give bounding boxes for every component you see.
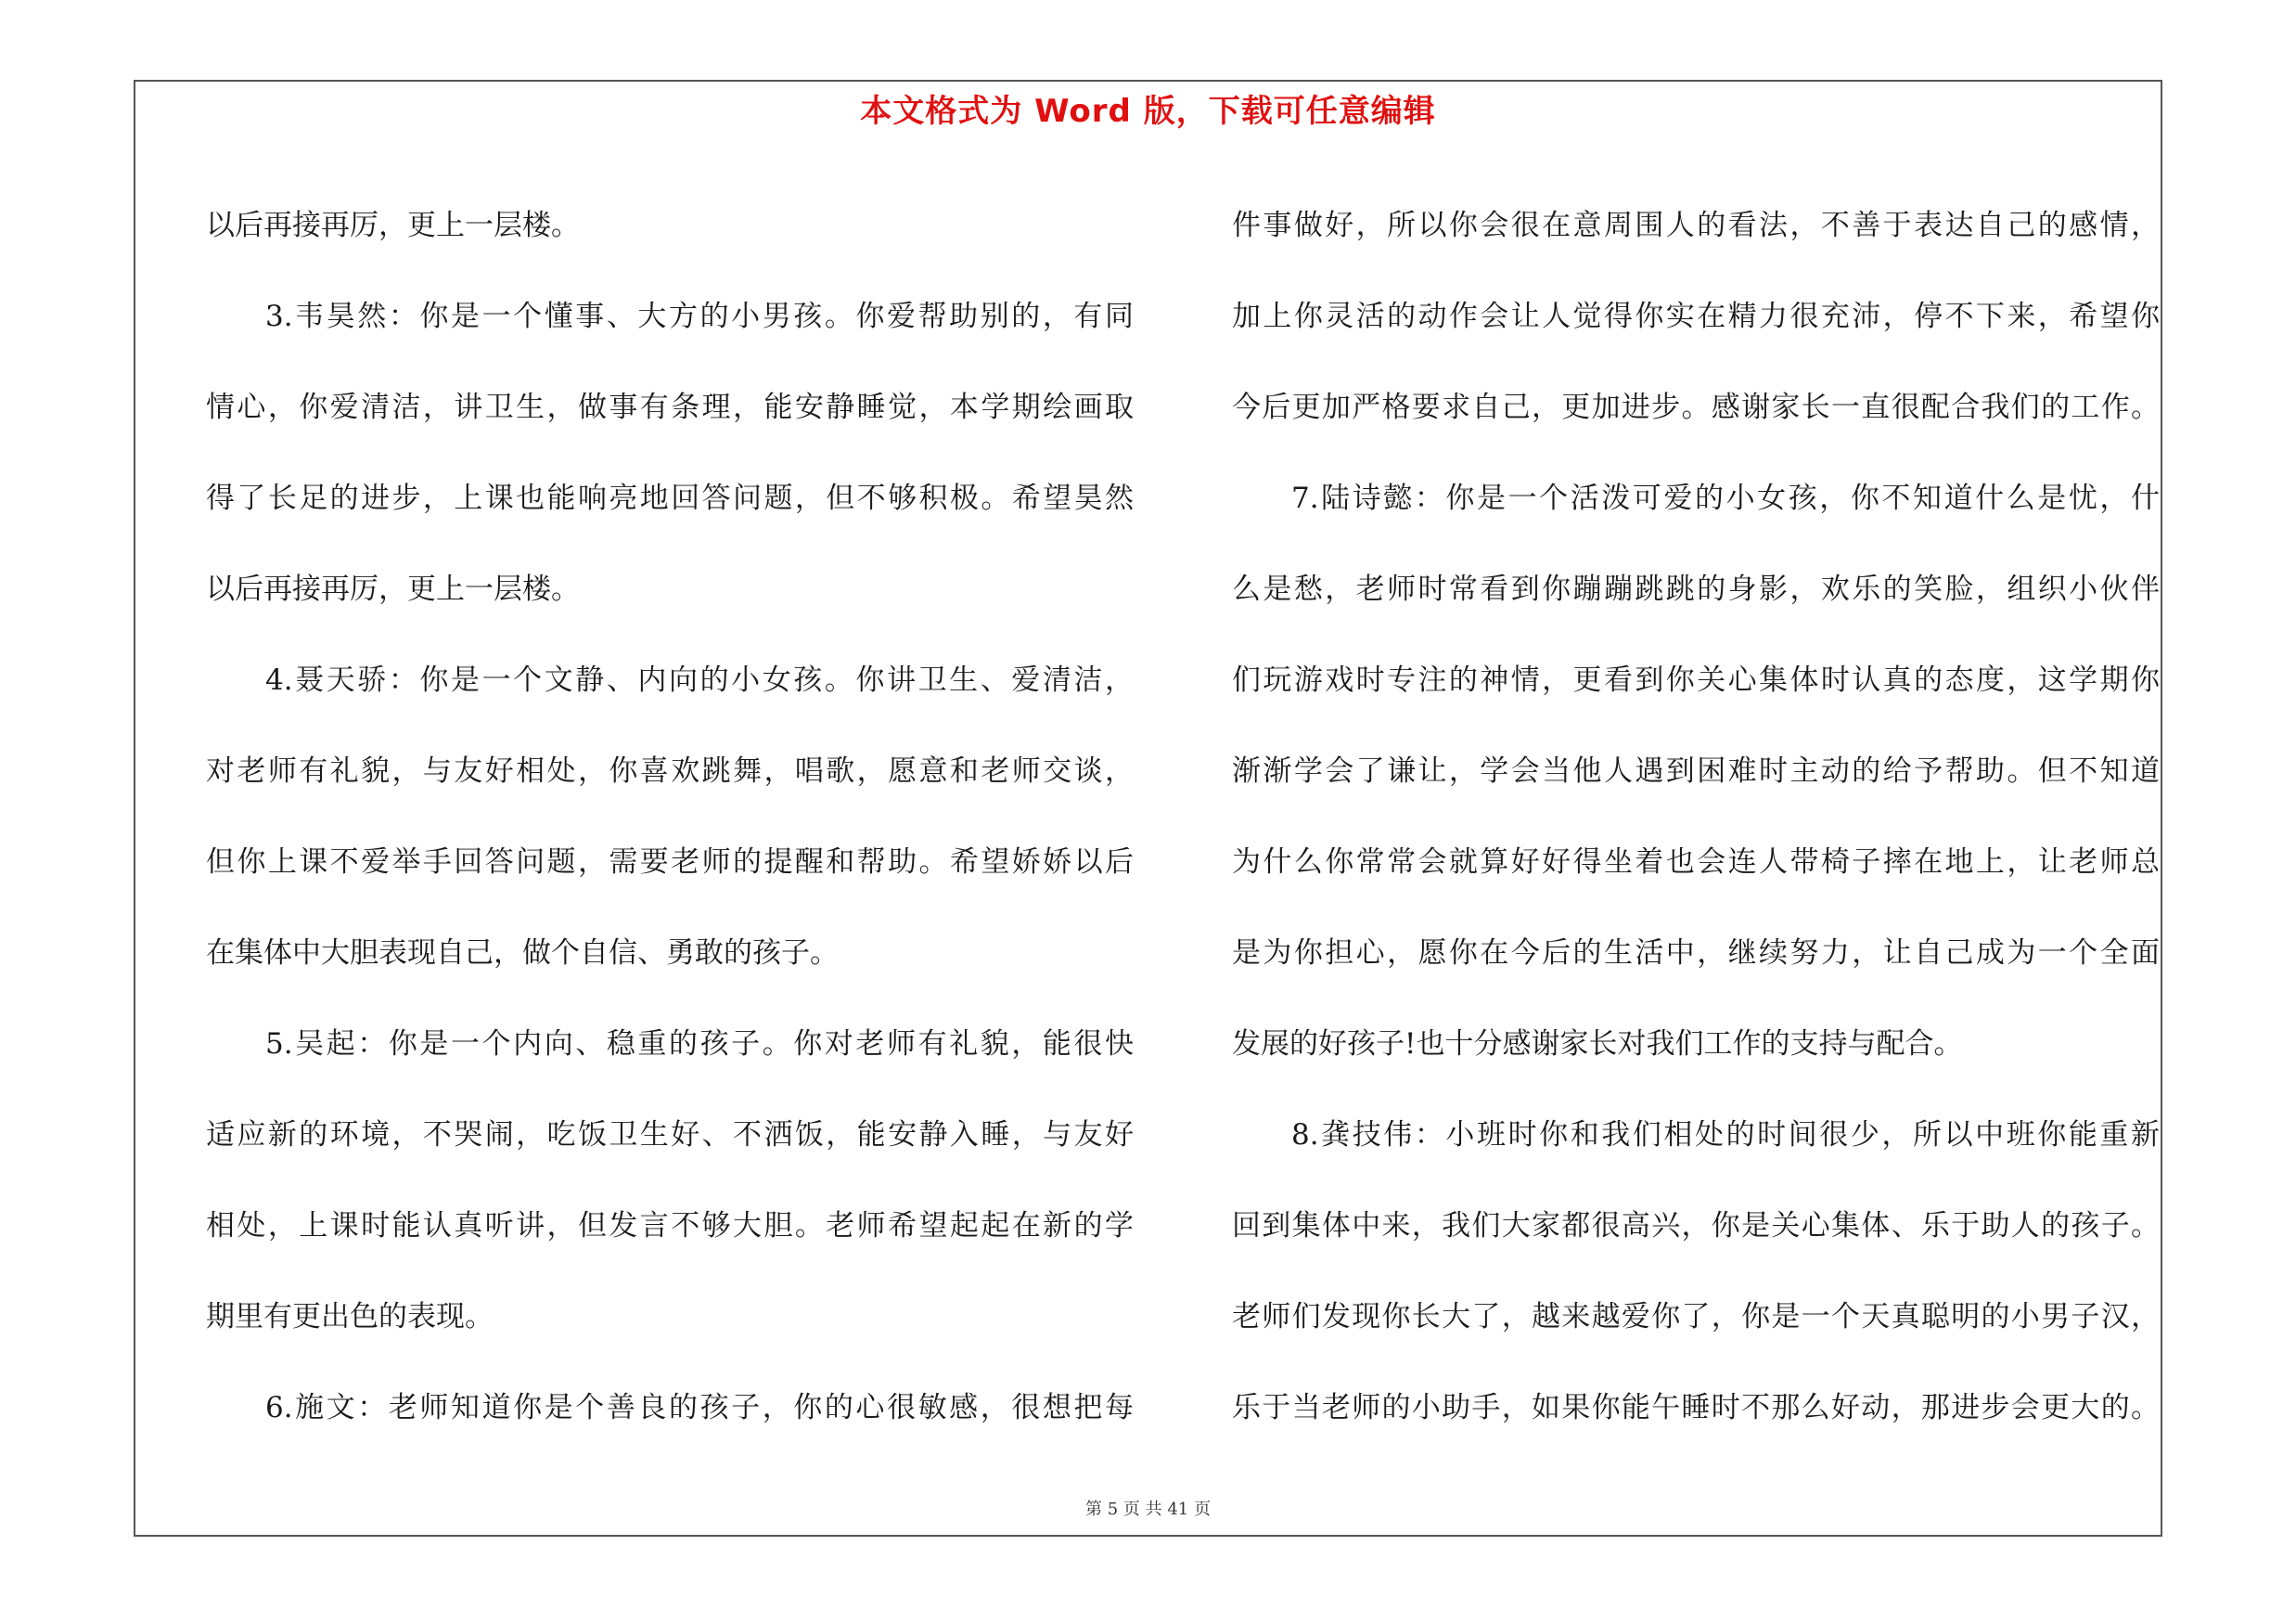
text-line: 是为你担心，愿你在今后的生活中，继续努力，让自己成为一个全面 [1232, 936, 2160, 970]
text-line: 期里有更出色的表现。 [206, 1300, 494, 1333]
text-line: 但你上课不爱举手回答问题，需要老师的提醒和帮助。希望娇娇以后 [206, 845, 1134, 879]
text-line: 今后更加严格要求自己，更加进步。感谢家长一直很配合我们的工作。 [1232, 391, 2160, 424]
text-line: 相处，上课时能认真听讲，但发言不够大胆。老师希望起起在新的学 [206, 1209, 1134, 1243]
text-line: 渐渐学会了谦让，学会当他人遇到困难时主动的给予帮助。但不知道 [1232, 754, 2160, 788]
text-line: 3.韦昊然：你是一个懂事、大方的小男孩。你爱帮助别的，有同 [265, 300, 1134, 333]
text-line: 回到集体中来，我们大家都很高兴，你是关心集体、乐于助人的孩子。 [1232, 1209, 2160, 1243]
text-line: 6.施文：老师知道你是个善良的孩子，你的心很敏感，很想把每 [265, 1391, 1134, 1424]
left-column [206, 180, 1134, 1453]
text-line: 情心，你爱清洁，讲卫生，做事有条理，能安静睡觉，本学期绘画取 [206, 391, 1134, 424]
text-line: 以后再接再厉，更上一层楼。 [206, 209, 580, 242]
text-line: 加上你灵活的动作会让人觉得你实在精力很充沛，停不下来，希望你 [1232, 300, 2160, 333]
text-line: 为什么你常常会就算好好得坐着也会连人带椅子摔在地上，让老师总 [1232, 845, 2160, 879]
text-line: 以后再接再厉，更上一层楼。 [206, 573, 580, 606]
word-format-banner: 本文格式为 Word 版，下载可任意编辑 [860, 93, 1436, 130]
text-line: 7.陆诗懿：你是一个活泼可爱的小女孩，你不知道什么是忧，什 [1291, 482, 2160, 515]
text-line: 对老师有礼貌，与友好相处，你喜欢跳舞，唱歌，愿意和老师交谈， [206, 754, 1134, 788]
page-number-footer: 第 5 页 共 41 页 [1085, 1500, 1211, 1519]
text-line: 乐于当老师的小助手，如果你能午睡时不那么好动，那进步会更大的。 [1232, 1391, 2160, 1424]
text-line: 么是愁，老师时常看到你蹦蹦跳跳的身影，欢乐的笑脸，组织小伙伴 [1232, 573, 2160, 606]
text-line: 4.聂天骄：你是一个文静、内向的小女孩。你讲卫生、爱清洁， [265, 663, 1134, 697]
text-line: 在集体中大胆表现自己，做个自信、勇敢的孩子。 [206, 936, 839, 970]
text-line: 发展的好孩子!也十分感谢家长对我们工作的支持与配合。 [1232, 1027, 1963, 1061]
right-column [1232, 180, 2160, 1453]
text-line: 5.吴起：你是一个内向、稳重的孩子。你对老师有礼貌，能很快 [265, 1027, 1134, 1061]
text-line: 得了长足的进步，上课也能响亮地回答问题，但不够积极。希望昊然 [206, 482, 1134, 515]
text-line: 们玩游戏时专注的神情，更看到你关心集体时认真的态度，这学期你 [1232, 663, 2160, 697]
text-line: 件事做好，所以你会很在意周围人的看法，不善于表达自己的感情， [1232, 209, 2160, 242]
text-line: 适应新的环境，不哭闹，吃饭卫生好、不洒饭，能安静入睡，与友好 [206, 1118, 1134, 1152]
text-line: 8.龚技伟：小班时你和我们相处的时间很少，所以中班你能重新 [1291, 1118, 2160, 1152]
text-line: 老师们发现你长大了，越来越爱你了，你是一个天真聪明的小男子汉， [1232, 1300, 2160, 1333]
